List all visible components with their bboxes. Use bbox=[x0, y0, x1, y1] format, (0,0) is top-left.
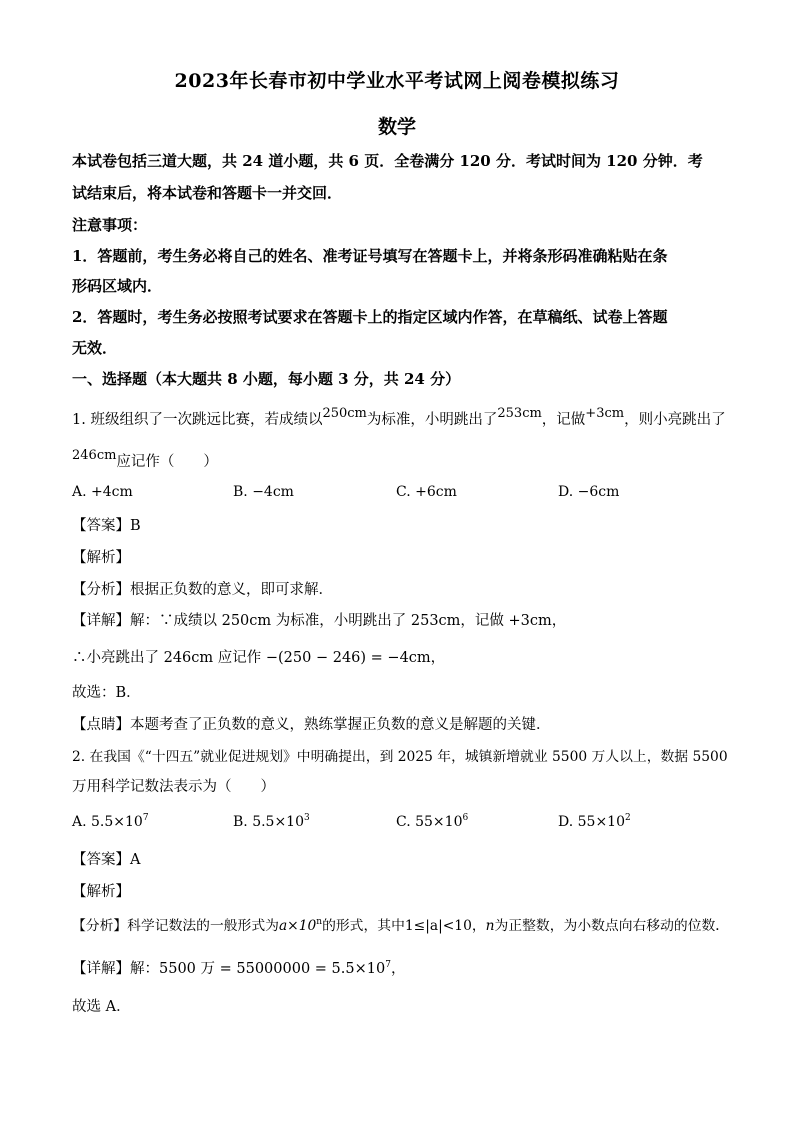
q1-option-b: B. −4cm bbox=[233, 484, 294, 500]
note-1-line-1: 1．答题前，考生务必将自己的姓名、准考证号填写在答题卡上，并将条形码准确粘贴在条 bbox=[72, 247, 668, 265]
q1-text-1: 1. 班级组织了一次跳远比赛，若成绩以 bbox=[72, 412, 323, 428]
q2-option-d-exponent: 2 bbox=[625, 813, 631, 823]
q2-choose: 故选 A． bbox=[72, 999, 131, 1015]
q1-analysis-label: 【解析】 bbox=[72, 550, 130, 566]
question-1-stem bbox=[72, 408, 726, 429]
q2-fenxi-range: 1≤|a|<10 bbox=[404, 918, 472, 934]
q2-fenxi bbox=[72, 914, 729, 934]
q2-option-c bbox=[396, 813, 468, 830]
q2-option-a-base: A. 5.5×10 bbox=[72, 814, 143, 830]
question-1-stem-2 bbox=[72, 450, 218, 471]
q1-xiangjie: 【详解】解：∵成绩以 250cm 为标准，小明跳出了 253cm，记做 +3cm， bbox=[72, 613, 567, 629]
q1-text-3: ，记做 bbox=[541, 412, 586, 428]
q2-option-d bbox=[558, 813, 631, 830]
q2-option-c-base: C. 55×10 bbox=[396, 814, 463, 830]
q2-option-b bbox=[233, 813, 310, 830]
q2-fenxi-exponent: n bbox=[316, 917, 323, 927]
q1-text-2: 为标准，小明跳出了 bbox=[366, 412, 498, 428]
q2-fenxi-text-2: 的形式，其中 bbox=[322, 918, 405, 934]
q2-fenxi-text-1: 【分析】科学记数法的一般形式为 bbox=[72, 918, 279, 934]
q1-value-plus3: +3cm bbox=[585, 406, 625, 421]
section-1-heading: 一、选择题（本大题共 8 小题，每小题 3 分，共 24 分） bbox=[72, 370, 461, 388]
question-2-stem-2: 万用科学记数法表示为（ ） bbox=[72, 779, 275, 795]
q1-dianjing: 【点睛】本题考查了正负数的意义，熟练掌握正负数的意义是解题的关键． bbox=[72, 717, 551, 733]
exam-subject: 数学 bbox=[377, 116, 416, 138]
q2-analysis-label: 【解析】 bbox=[72, 884, 130, 900]
q1-value-246: 246cm bbox=[72, 448, 117, 463]
q2-xiangjie bbox=[72, 957, 405, 978]
q2-option-a bbox=[72, 813, 149, 830]
q2-xiangjie-end: ， bbox=[390, 961, 406, 977]
q2-xiangjie-exponent: 7 bbox=[385, 960, 391, 970]
q2-fenxi-text-3: 为正整数，为小数点向右移动的位数． bbox=[494, 918, 730, 934]
q1-fenxi: 【分析】根据正负数的意义，即可求解． bbox=[72, 582, 333, 598]
q2-answer: 【答案】A bbox=[72, 852, 141, 868]
q1-therefore: ∴小亮跳出了 246cm 应记作 −(250 − 246) = −4cm， bbox=[72, 650, 446, 666]
question-2-stem-1: 2. 在我国《“十四五”就业促进规划》中明确提出，到 2025 年，城镇新增就业 5500 万人以上，数据 5500 bbox=[72, 749, 728, 765]
q2-xiangjie-text: 【详解】解：5500 万 = 55000000 = 5.5×10 bbox=[72, 961, 386, 977]
q1-value-253: 253cm bbox=[497, 406, 542, 421]
q1-value-250: 250cm bbox=[322, 406, 367, 421]
q1-option-d: D. −6cm bbox=[558, 484, 620, 500]
q1-text-4: ，则小亮跳出了 bbox=[624, 412, 726, 428]
q1-option-c: C. +6cm bbox=[396, 484, 457, 500]
q2-option-a-exponent: 7 bbox=[142, 813, 149, 823]
note-2-line-2: 无效． bbox=[72, 339, 118, 357]
q2-option-d-base: D. 55×10 bbox=[558, 814, 625, 830]
notes-heading: 注意事项： bbox=[72, 216, 148, 234]
note-1-line-2: 形码区域内． bbox=[72, 277, 163, 295]
q2-fenxi-comma: ， bbox=[471, 918, 486, 934]
q1-answer: 【答案】B bbox=[72, 518, 141, 534]
q2-option-b-base: B. 5.5×10 bbox=[233, 814, 304, 830]
intro-line-2: 试结束后，将本试卷和答题卡一并交回． bbox=[72, 184, 343, 202]
q2-fenxi-formula: a×10 bbox=[278, 918, 317, 934]
q1-option-a: A. +4cm bbox=[72, 484, 133, 500]
q1-choose: 故选：B． bbox=[72, 685, 141, 701]
q1-text-5: 应记作（ ） bbox=[116, 454, 218, 470]
q2-option-b-exponent: 3 bbox=[304, 813, 310, 823]
intro-line-1: 本试卷包括三道大题，共 24 道小题，共 6 页．全卷满分 120 分．考试时间为 120 分钟．考 bbox=[72, 152, 703, 170]
exam-title: 2023年长春市初中学业水平考试网上阅卷模拟练习 bbox=[174, 70, 620, 92]
q2-option-c-exponent: 6 bbox=[462, 813, 469, 823]
q2-fenxi-n: n bbox=[485, 918, 495, 934]
note-2-line-1: 2．答题时，考生务必按照考试要求在答题卡上的指定区域内作答，在草稿纸、试卷上答题 bbox=[72, 308, 668, 326]
